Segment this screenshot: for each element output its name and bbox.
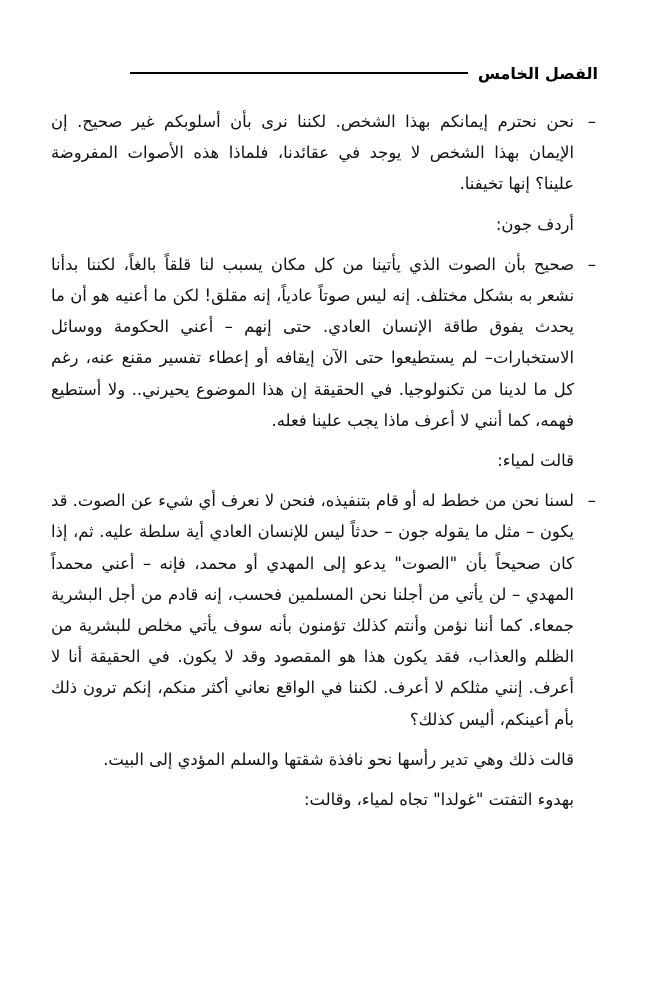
chapter-title: الفصل الخامس	[477, 63, 598, 83]
narration-paragraph	[51, 445, 596, 476]
dialogue-paragraph	[51, 106, 596, 200]
dialogue-paragraph	[51, 485, 596, 735]
paragraph-text: نحن نحترم إيمانكم بهذا الشخص. لكننا نرى بأن أسلوبكم غير صحيح. إن الإيمان بهذا الشخص لا يوجد في عقائدنا، فلماذا هذه الأصوات المفروضة علينا؟ إنها تخيفنا.	[51, 112, 574, 194]
paragraph-text: أردف جون:	[495, 214, 574, 234]
dialogue-dash: –	[587, 254, 596, 274]
dialogue-dash: –	[587, 491, 596, 511]
dialogue-paragraph	[51, 249, 596, 436]
paragraph-text: صحيح بأن الصوت الذي يأتينا من كل مكان يسبب لنا قلقاً بالغاً، لكننا بدأنا نشعر به بشكل مختلف. إنه ليس صوتاً عادياً، إنه مقلق! لكن ما أعنيه هو أن ما يحدث يفوق طاقة الإنسان العادي. حتى إنهم – أعني الحكومة ووسائل الاستخبارات– لم يستطيعوا حتى الآن إيقافه أو إعطاء تفسير مقنع عنه، رغم كل ما لدينا من تكنولوجيا. في الحقيقة إن هذا الموضوع يحيرني.. ولا أستطيع فهمه، كما أنني لا أعرف ماذا يجب علينا فعله.	[51, 254, 574, 430]
narration-paragraph	[51, 784, 596, 815]
dialogue-dash: –	[587, 112, 596, 131]
paragraph-text: قالت ذلك وهي تدير رأسها نحو نافذة شقتها والسلم المؤدي إلى البيت.	[103, 749, 574, 769]
header-rule	[130, 72, 468, 74]
narration-paragraph	[51, 209, 596, 240]
running-header	[130, 58, 598, 88]
paragraph-text: بهدوء التفتت "غولدا" تجاه لمياء، وقالت:	[304, 790, 574, 810]
body-text	[51, 106, 596, 824]
paragraph-text: لسنا نحن من خطط له أو قام بتنفيذه، فنحن لا نعرف أي شيء عن الصوت. قد يكون – مثل ما يقوله جون – حدثاً ليس للإنسان العادي أية سلطة عليه. ثم، إذا كان صحيحاً بأن "الصوت" يدعو إلى المهدي أو محمد، فإنه – أعني محمداً المهدي – لن يأتي من أجلنا نحن المسلمين فحسب، إنه قادم من أجل البشرية جمعاء. كما أننا نؤمن وأنتم كذلك تؤمنون بأنه سوف يأتي مخلص للبشرية من الظلم والعذاب، فقد يكون هذا هو المقصود وقد لا يكون. في الحقيقة أنا لا أعرف. إنني مثلكم لا أعرف. لكننا في الواقع نعاني أكثر منكم، إنكم ترون ذلك بأم أعينكم، أليس كذلك؟	[51, 491, 574, 729]
narration-paragraph	[51, 744, 596, 775]
paragraph-text: قالت لمياء:	[497, 451, 574, 471]
